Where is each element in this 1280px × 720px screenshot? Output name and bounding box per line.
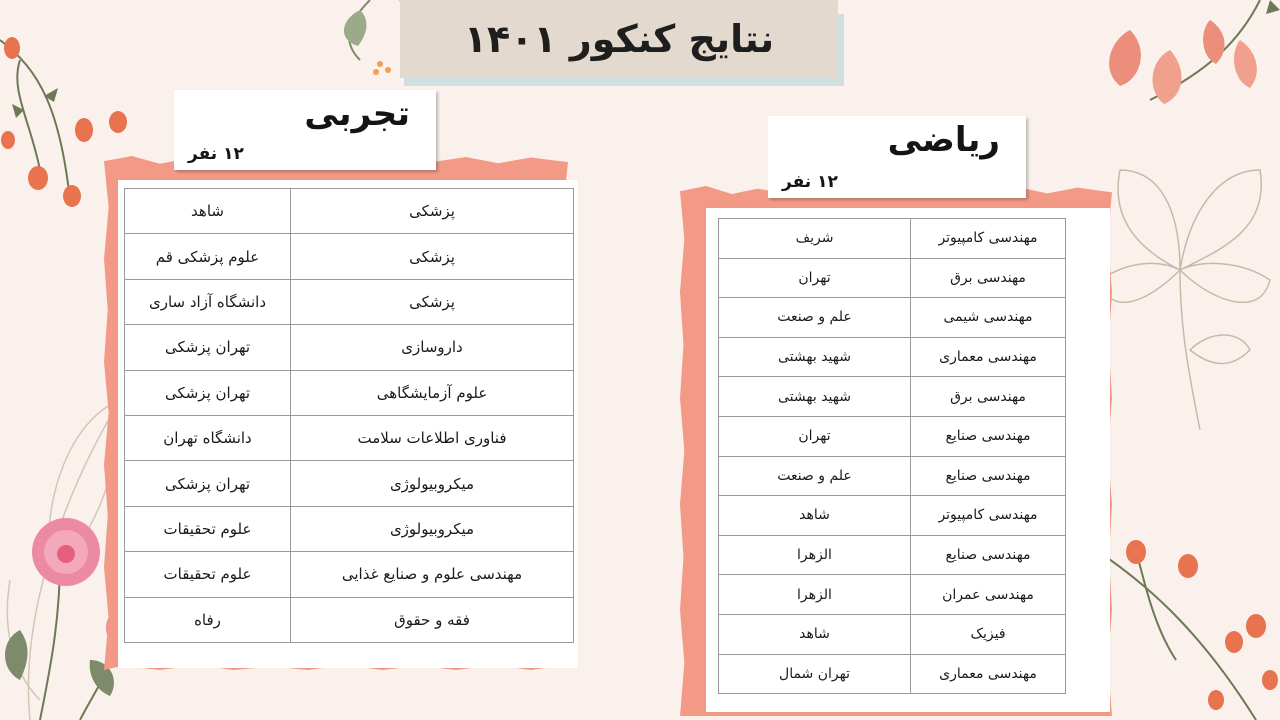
field-cell: مهندسی کامپیوتر bbox=[911, 219, 1066, 259]
university-cell: دانشگاه تهران bbox=[125, 415, 291, 460]
university-cell: تهران پزشکی bbox=[125, 325, 291, 370]
table-row bbox=[719, 654, 1066, 694]
table-row bbox=[125, 552, 574, 597]
field-cell: مهندسی عمران bbox=[911, 575, 1066, 615]
table-row bbox=[125, 597, 574, 642]
table-row bbox=[125, 370, 574, 415]
table-tajrobi bbox=[124, 188, 574, 643]
university-cell: الزهرا bbox=[719, 575, 911, 615]
table-row bbox=[719, 337, 1066, 377]
university-cell: تهران پزشکی bbox=[125, 461, 291, 506]
table-row bbox=[125, 325, 574, 370]
section-count-tajrobi: ۱۲ نفر bbox=[188, 144, 244, 164]
table-row bbox=[125, 461, 574, 506]
field-cell: میکروبیولوژی bbox=[291, 461, 574, 506]
field-cell: پزشکی bbox=[291, 189, 574, 234]
table-row bbox=[719, 456, 1066, 496]
university-cell: علم و صنعت bbox=[719, 298, 911, 338]
table-row bbox=[719, 219, 1066, 259]
field-cell: مهندسی شیمی bbox=[911, 298, 1066, 338]
university-cell: علوم تحقیقات bbox=[125, 552, 291, 597]
field-cell: مهندسی صنایع bbox=[911, 416, 1066, 456]
field-cell: مهندسی علوم و صنایع غذایی bbox=[291, 552, 574, 597]
university-cell: تهران پزشکی bbox=[125, 370, 291, 415]
university-cell: دانشگاه آزاد ساری bbox=[125, 279, 291, 324]
table-row bbox=[719, 496, 1066, 536]
field-cell: فناوری اطلاعات سلامت bbox=[291, 415, 574, 460]
field-cell: پزشکی bbox=[291, 279, 574, 324]
field-cell: فیزیک bbox=[911, 614, 1066, 654]
table-row bbox=[125, 189, 574, 234]
table-row bbox=[719, 258, 1066, 298]
table-row bbox=[125, 234, 574, 279]
university-cell: شهید بهشتی bbox=[719, 377, 911, 417]
title-banner bbox=[400, 0, 838, 78]
field-cell: مهندسی معماری bbox=[911, 654, 1066, 694]
university-cell: علوم تحقیقات bbox=[125, 506, 291, 551]
university-cell: تهران bbox=[719, 258, 911, 298]
field-cell: علوم آزمایشگاهی bbox=[291, 370, 574, 415]
table-row bbox=[125, 506, 574, 551]
field-cell: داروسازی bbox=[291, 325, 574, 370]
table-row bbox=[719, 575, 1066, 615]
table-row bbox=[719, 614, 1066, 654]
field-cell: میکروبیولوژی bbox=[291, 506, 574, 551]
table-row bbox=[719, 298, 1066, 338]
field-cell: مهندسی معماری bbox=[911, 337, 1066, 377]
field-cell: مهندسی صنایع bbox=[911, 456, 1066, 496]
heading-card-riazi bbox=[768, 116, 1026, 198]
field-cell: مهندسی برق bbox=[911, 377, 1066, 417]
university-cell: تهران bbox=[719, 416, 911, 456]
table-row bbox=[719, 416, 1066, 456]
flower-branch-icon bbox=[1090, 0, 1280, 130]
table-row bbox=[125, 279, 574, 324]
university-cell: علوم پزشکی قم bbox=[125, 234, 291, 279]
field-cell: مهندسی صنایع bbox=[911, 535, 1066, 575]
university-cell: شهید بهشتی bbox=[719, 337, 911, 377]
university-cell: شاهد bbox=[719, 496, 911, 536]
university-cell: شاهد bbox=[125, 189, 291, 234]
university-cell: الزهرا bbox=[719, 535, 911, 575]
university-cell: رفاه bbox=[125, 597, 291, 642]
table-row bbox=[719, 377, 1066, 417]
university-cell: تهران شمال bbox=[719, 654, 911, 694]
table-row bbox=[125, 415, 574, 460]
field-cell: فقه و حقوق bbox=[291, 597, 574, 642]
heading-card-tajrobi bbox=[174, 90, 436, 170]
field-cell: مهندسی برق bbox=[911, 258, 1066, 298]
university-cell: شریف bbox=[719, 219, 911, 259]
field-cell: مهندسی کامپیوتر bbox=[911, 496, 1066, 536]
table-riazi bbox=[718, 218, 1066, 694]
table-row bbox=[719, 535, 1066, 575]
page-title: نتایج کنکور ۱۴۰۱ bbox=[463, 17, 775, 61]
university-cell: علم و صنعت bbox=[719, 456, 911, 496]
section-title-riazi: ریاضی bbox=[887, 120, 1000, 160]
section-title-tajrobi: تجربی bbox=[304, 94, 410, 134]
university-cell: شاهد bbox=[719, 614, 911, 654]
section-count-riazi: ۱۲ نفر bbox=[782, 172, 838, 192]
field-cell: پزشکی bbox=[291, 234, 574, 279]
